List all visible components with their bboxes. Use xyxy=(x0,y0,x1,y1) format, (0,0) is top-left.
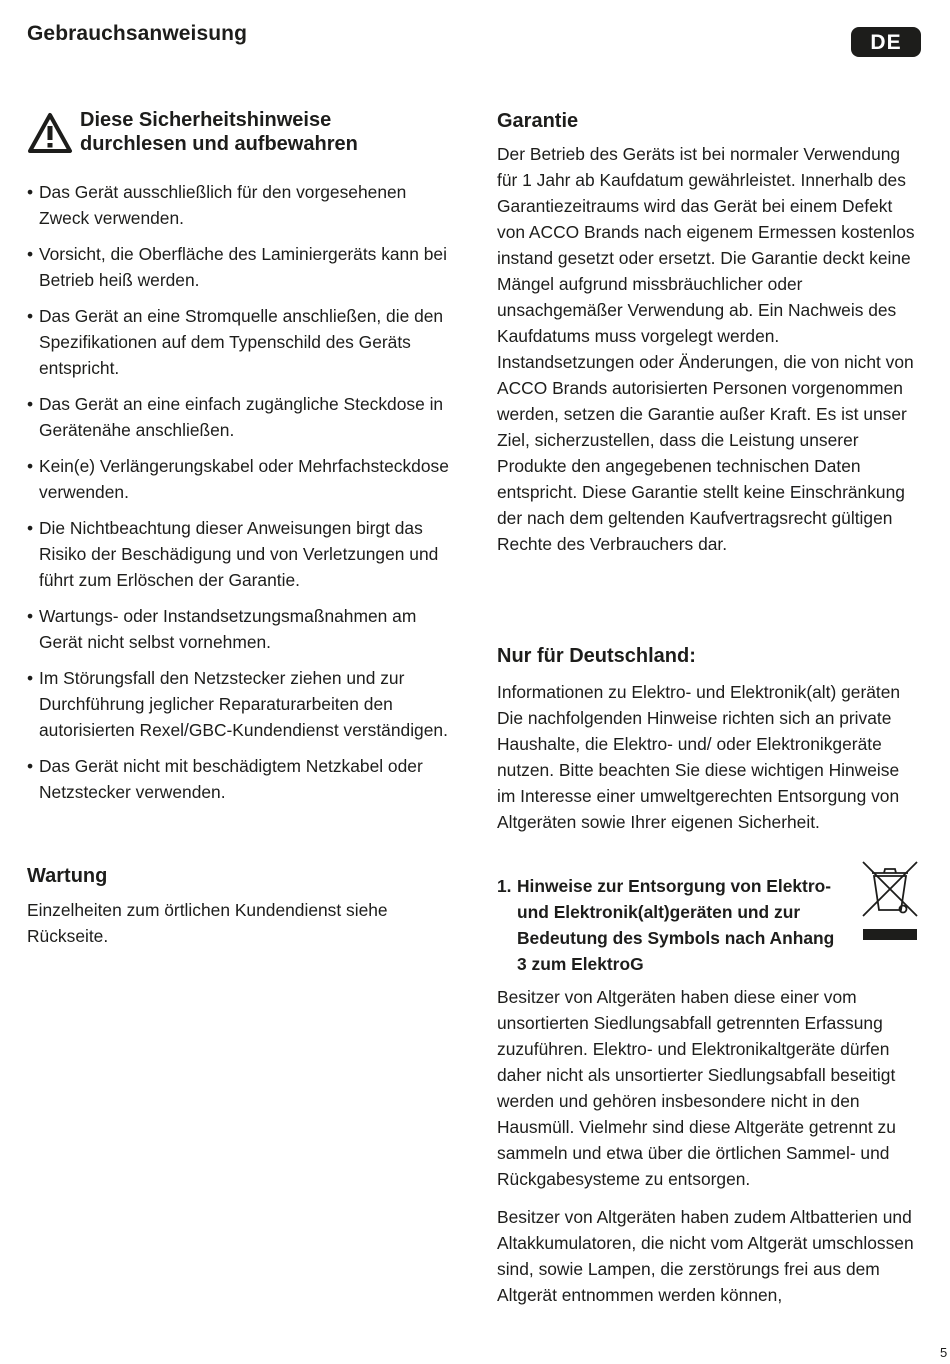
safety-title xyxy=(80,108,358,156)
language-badge: DE xyxy=(851,27,921,57)
list-item: • Das Gerät an eine einfach zugängliche Steckdose in Gerätenähe anschließen. xyxy=(27,394,444,440)
disposal-paragraph-2: Besitzer von Altgeräten haben zudem Altbatterien und Altakkumulatoren, die nicht vom Altgerät umschlossen sind, sowie Lampen, die zerstörungs frei aus dem Altgerät entnommen werden können, xyxy=(497,1207,914,1305)
list-item: • Wartungs- oder Instandsetzungsmaßnahmen am Gerät nicht selbst vornehmen. xyxy=(27,606,417,652)
germany-only-intro: Informationen zu Elektro- und Elektronik(alt) geräten Die nachfolgenden Hinweise richten sich an private Haushalte, die Elektro- und/ oder Elektronikgeräte nutzen. Bitte beachten Sie diese wichtigen Hinweise im Interesse einer umweltgerechten Entsorgung von Altgeräten sowie Ihrer eigenen Sicherheit. xyxy=(497,682,901,832)
safety-list xyxy=(27,179,457,815)
crossed-out-wheelie-bin-icon xyxy=(861,860,919,940)
safety-title-line2: durchlesen und aufbewahren xyxy=(80,133,358,155)
list-item: • Das Gerät nicht mit beschädigtem Netzkabel oder Netzstecker verwenden. xyxy=(27,756,423,802)
garantie-text: Der Betrieb des Geräts ist bei normaler Verwendung für 1 Jahr ab Kaufdatum gewährleistet. Innerhalb des Garantiezeitraums wird das Gerät bei einem Defekt von ACCO Brands nach eigenem Ermessen kostenlos instand gesetzt oder ersetzt. Die Garantie deckt keine Mängel aufgrund missbräuchlicher oder unsachgemäßer Verwendung ab. Ein Nachweis des Kaufdatums muss vorgelegt werden. Instandsetzungen oder Änderungen, die von nicht von ACCO Brands autorisierten Personen vorgenommen werden, setzen die Garantie außer Kraft. Es ist unser Ziel, sicherzustellen, dass die Leistung unserer Produkte den angegebenen technischen Daten entspricht. Diese Garantie stellt keine Einschränkung der nach dem geltenden Kaufvertragsrecht gültigen Rechte des Verbrauchers dar. xyxy=(497,144,915,554)
list-item: • Im Störungsfall den Netzstecker ziehen und zur Durchführung jeglicher Reparaturarbeiten den autorisierten Rexel/GBC-Kundendienst verständigen. xyxy=(27,668,448,740)
garantie-heading: Garantie xyxy=(497,110,579,132)
disposal-paragraph-1: Besitzer von Altgeräten haben diese einer vom unsortierten Siedlungsabfall getrennten Erfassung zuzuführen. Elektro- und Elektronikaltgeräte dürfen daher nicht als unsortierter Siedlungsabfall beseitigt werden und gehören insbesondere nicht in den Hausmüll. Vielmehr sind diese Altgeräte getrennt zu sammeln und etwa über die örtlichen Sammel- und Rückgabesysteme zu entsorgen. xyxy=(497,987,896,1189)
wartung-text: Einzelheiten zum örtlichen Kundendienst siehe Rückseite. xyxy=(27,900,388,946)
list-item: • Vorsicht, die Oberfläche des Laminiergeräts kann bei Betrieb heiß werden. xyxy=(27,244,447,290)
list-item: • Kein(e) Verlängerungskabel oder Mehrfachsteckdose verwenden. xyxy=(27,456,449,502)
page-number: 5 xyxy=(940,1345,948,1360)
list-item: • Das Gerät ausschließlich für den vorgesehenen Zweck verwenden. xyxy=(27,182,407,228)
wartung-heading: Wartung xyxy=(27,865,108,887)
germany-only-heading: Nur für Deutschland: xyxy=(497,645,696,667)
safety-title-line1: Diese Sicherheitshinweise xyxy=(80,109,332,131)
page-title: Gebrauchsanweisung xyxy=(27,22,248,45)
list-item: • Die Nichtbeachtung dieser Anweisungen birgt das Risiko der Beschädigung und von Verletzungen und führt zum Erlöschen der Garantie. xyxy=(27,518,439,590)
item-number: 1. xyxy=(497,876,512,896)
safety-heading xyxy=(27,108,457,164)
item-title: Hinweise zur Entsorgung von Elektro- und Elektronik(alt)geräten und zur Bedeutung des Symbols nach Anhang 3 zum ElektroG xyxy=(517,876,835,974)
warning-triangle-icon xyxy=(27,112,73,154)
list-item: • Das Gerät an eine Stromquelle anschließen, die den Spezifikationen auf dem Typenschild des Geräts entspricht. xyxy=(27,306,444,378)
